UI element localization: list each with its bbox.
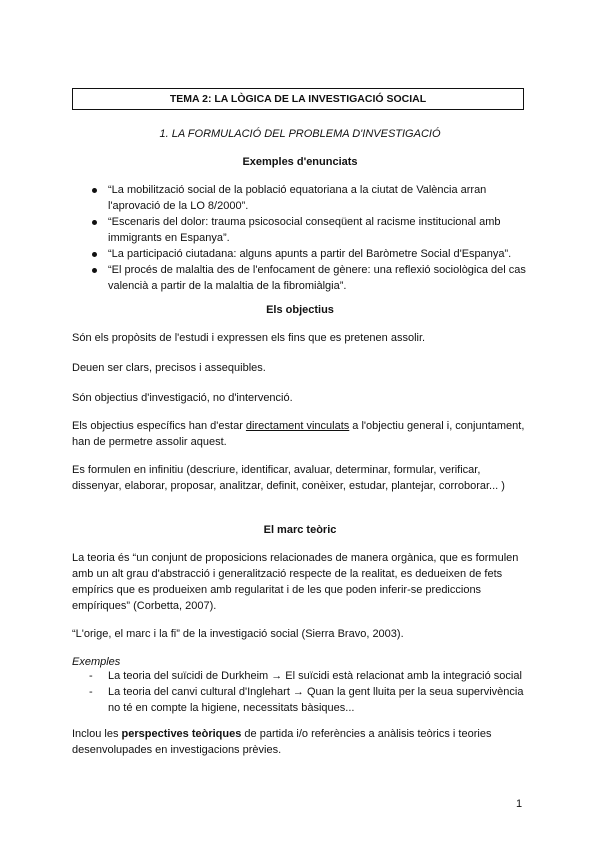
list-item: “La participació ciutadana: alguns apunts a partir del Baròmetre Social d'Espanya”. [72,246,532,262]
list-item: - La teoria del canvi cultural d'Inglehart → Quan la gent lluita per la seua supervivència no té en compte la higiene, necessitats bàsiques... [72,684,532,716]
examples-heading: Exemples d'enunciats [242,156,358,168]
theory-paragraph [72,726,532,758]
objectives-paragraph: Deuen ser clars, precisos i assequibles. [72,362,266,374]
text-run: de partida i/o referències a anàlisis teòrics i teories desenvolupades en investigacions prèvies. [72,728,492,756]
list-item: - La teoria del suïcidi de Durkheim → El suïcidi està relacionat amb la integració social [72,668,532,684]
examples-list [72,182,532,294]
page-number: 1 [516,798,523,810]
list-item: “Escenaris del dolor: trauma psicosocial conseqüent al racisme institucional amb immigrants en Espanya”. [72,214,532,246]
objectives-paragraph [72,418,532,450]
list-item: “El procés de malaltia des de l'enfocament de gènere: una reflexió sociològica del cas valencià a partir de la malaltia de la fibromiàlgia”. [72,262,532,294]
theory-paragraph: “L'orige, el marc i la fi” de la investigació social (Sierra Bravo, 2003). [72,628,404,640]
examples-label: Exemples [72,656,121,668]
objectives-paragraph: Són els propòsits de l'estudi i expressen els fins que es pretenen assolir. [72,332,426,344]
objectives-paragraph: Es formulen en infinitiu (descriure, identificar, avaluar, determinar, formular, verificar, dissenyar, elaborar, proposar, analitzar, definit, conèixer, estudar, plantejar, corroborar... ) [72,464,505,492]
list-item: “La mobilització social de la població equatoriana a la ciutat de València arran l'aprovació de la LO 8/2000”. [72,182,532,214]
theory-paragraph: La teoria és “un conjunt de proposicions relacionades de manera orgànica, que es formulen amb un alt grau d'abstracció i generalització respecte de la realitat, es dedueixen de fets empírics que es produeixen amb regularitat i de les que poden inferir-se prediccions empíriques” (Corbetta, 2007). [72,552,519,612]
underlined-text: directament vinculats [245,420,350,432]
theory-examples-list [72,668,532,716]
document-title: TEMA 2: LA LÒGICA DE LA INVESTIGACIÓ SOCIAL [72,88,524,110]
text-run: Els objectius específics han d'estar [72,420,246,432]
bold-text: perspectives teòriques [121,728,242,740]
objectives-heading: Els objectius [266,304,334,316]
text-run: Inclou les [72,728,122,740]
theory-heading: El marc teòric [263,524,337,536]
objectives-paragraph: Són objectius d'investigació, no d'intervenció. [72,392,293,404]
section-heading: 1. LA FORMULACIÓ DEL PROBLEMA D'INVESTIGACIÓ [159,128,441,140]
text-run: a l'objectiu general i, conjuntament, han de permetre assolir aquest. [72,420,525,448]
